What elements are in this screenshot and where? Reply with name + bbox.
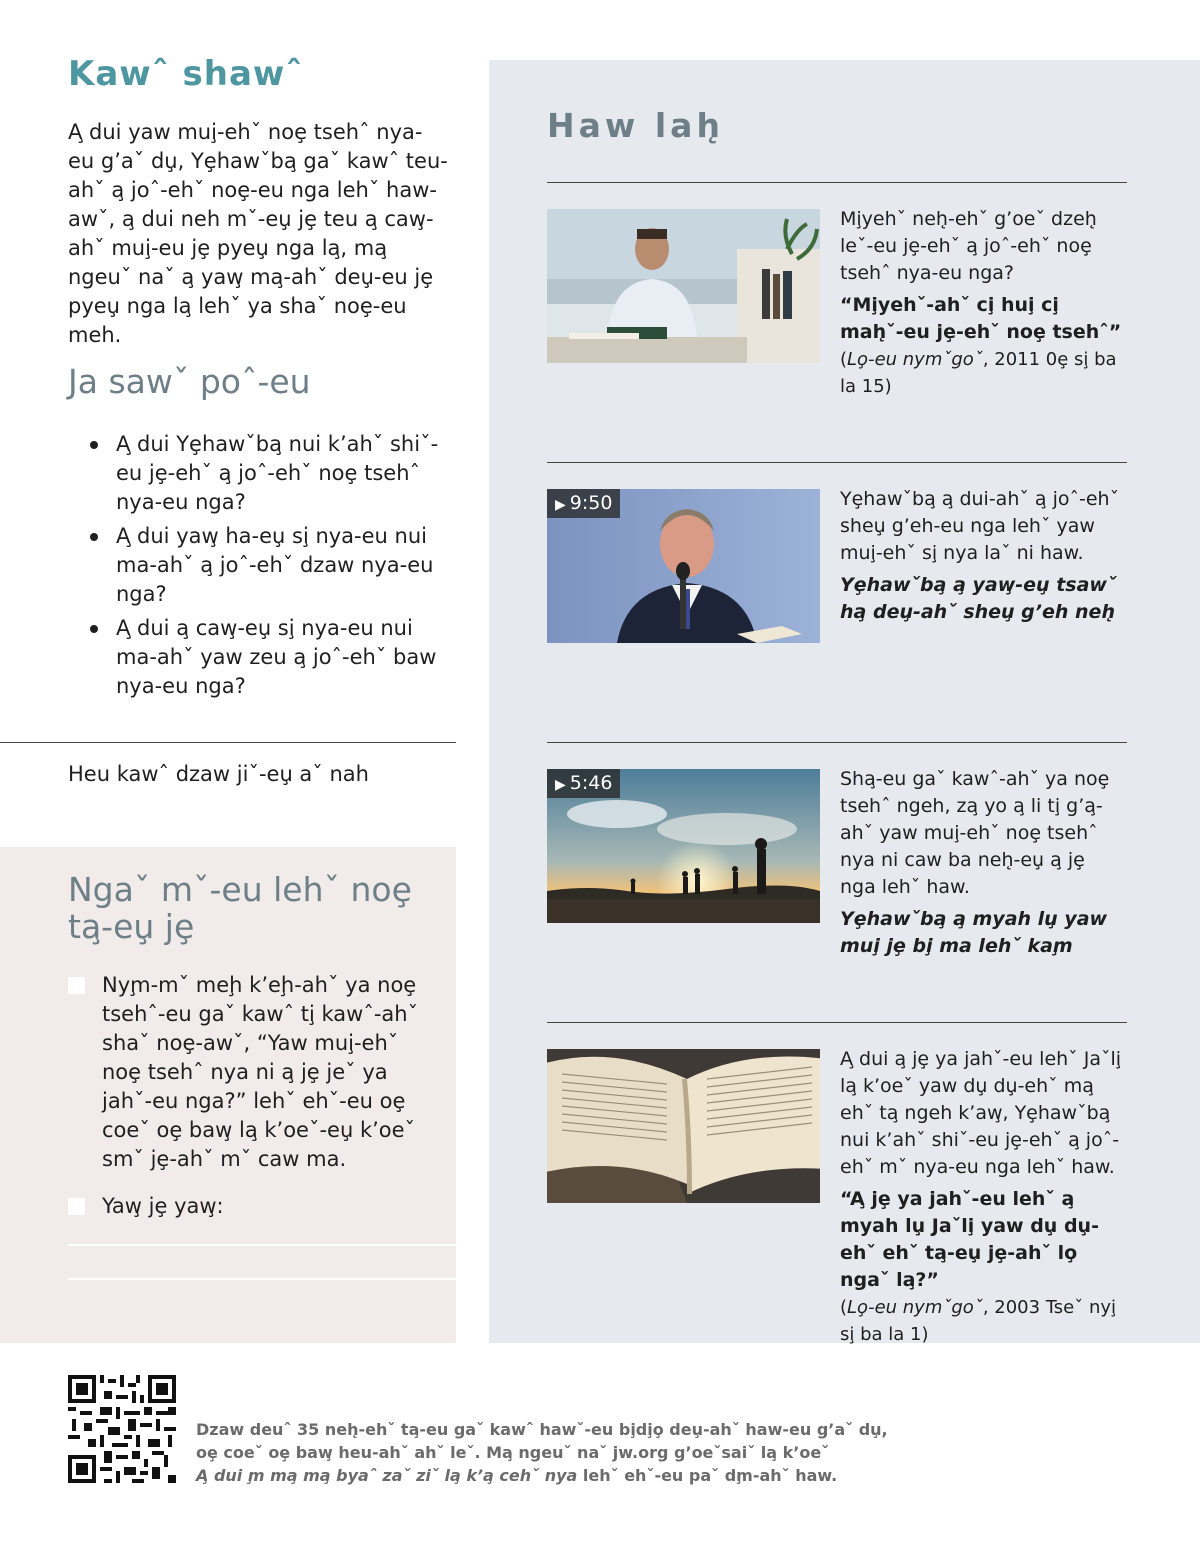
goal-title: Ngaˇ mˇ-eu lehˇ noȩ ta̧-eu̧ jȩ — [68, 870, 412, 946]
citation-publication: Lo̧-eu nymˇgoˇ — [847, 1297, 983, 1318]
resource-card — [840, 1046, 1125, 1348]
resource-card — [840, 486, 1125, 626]
review-item — [90, 614, 456, 701]
resource-question: Yȩhawˇba̧ a̧ dui-ahˇ a̧ joˆ-ehˇ sheu̧ g’eh-eu nga lehˇ yaw mui̧-ehˇ si̧ nya laˇ ni haw. — [840, 488, 1120, 564]
resource-link[interactable]: “A̧ jȩ ya jahˇ-eu lehˇ a̧ myah lu̧ Jaˇli̧ yaw du̧ du̧-ehˇ ehˇ ta̧-eu̧ jȩ-ahˇ lo̧ ngaˇ la̧?” — [840, 1188, 1099, 1291]
thumbnail-open-bible[interactable] — [547, 1049, 820, 1203]
review-title: Ja sawˇ poˆ-eu — [68, 362, 311, 401]
checkbox-icon[interactable] — [68, 977, 85, 994]
divider — [547, 182, 1127, 183]
divider — [547, 462, 1127, 463]
goal-item[interactable] — [68, 1192, 438, 1221]
goal-item-text: Yaw̧ jȩ yaw̧: — [102, 1194, 224, 1218]
resource-card — [840, 766, 1125, 960]
review-list — [90, 430, 456, 706]
resource-link-block — [840, 1186, 1125, 1348]
writing-line[interactable] — [68, 1278, 456, 1280]
divider — [547, 1022, 1127, 1023]
video-duration: 9:50 — [569, 492, 613, 514]
qr-code-icon[interactable] — [68, 1375, 176, 1483]
divider — [547, 742, 1127, 743]
bullet-icon — [90, 441, 98, 449]
footer-line — [196, 1464, 1156, 1487]
bullet-icon — [90, 533, 98, 541]
footer-text — [196, 1418, 1156, 1487]
citation-details: , 2011 0ȩ si̧ ba la 15) — [840, 349, 1117, 397]
summary-text: A̧ dui yaw mui̧-ehˇ noȩ tsehˆ nya-eu g’aˇ du̧, Yȩhawˇba̧ gaˇ kawˆ teu-ahˇ a̧ joˆ-ehˇ noȩ-eu nga lehˇ haw-awˇ, a̧ dui neh mˇ-eu̧ jȩ teu a̧ caw̧-ahˇ mui̧-eu jȩ pyeu̧ nga la̧, ma̧ ngeuˇ naˇ a̧ yaw̧ ma̧-ahˇ deu̧-eu jȩ pyeu̧ nga la̧ lehˇ ya shaˇ noȩ-eu meh. — [68, 120, 448, 347]
divider — [0, 742, 456, 743]
resource-question: A̧ dui a̧ jȩ ya jahˇ-eu lehˇ Jaˇli̧ la̧ k’oeˇ yaw du̧ du̧-ehˇ ma̧ ehˇ ta̧ ngeh k’aw̧, Yȩhawˇba̧ nui k’ahˇ shiˇ-eu jȩ-ehˇ a̧ joˆ-ehˇ mˇ nya-eu nga lehˇ haw. — [840, 1048, 1122, 1178]
resource-link[interactable]: Yȩhawˇba̧ a̧ yaw̧-eu̧ tsawˇ ha̧ deu̧-ahˇ sheu̧ g’eh neh̨ — [840, 574, 1117, 623]
citation-details: , 2003 Tseˇ nyi̧ si̧ ba la 1) — [840, 1297, 1117, 1345]
explore-panel — [489, 60, 1200, 1343]
play-icon: ▶ — [555, 497, 566, 513]
review-item — [90, 522, 456, 609]
man-studying-image — [547, 209, 820, 363]
checkbox-icon[interactable] — [68, 1198, 85, 1215]
play-icon: ▶ — [555, 777, 566, 793]
review-item-text: A̧ dui yaw̧ ha-eu̧ si̧ nya-eu nui ma-ahˇ a̧ joˆ-ehˇ dzaw nya-eu nga? — [116, 524, 434, 606]
bullet-icon — [90, 625, 98, 633]
resource-link[interactable]: “Mi̧yehˇ-ahˇ ci̧ hui̧ ci̧ mah̨ˇ-eu jȩ-ehˇ noȩ tsehˆ” — [840, 294, 1122, 343]
resource-card — [840, 206, 1125, 400]
footer-publication-title[interactable]: A̧ dui m̧ ma̧ ma̧ byaˆ zaˇ ziˇ la̧ k’a̧ cehˇ nya — [196, 1466, 578, 1485]
resource-citation: (Lo̧-eu nymˇgoˇ, 2011 0ȩ si̧ ba la 15) — [840, 349, 1117, 397]
date-completed-label: Heu kawˆ dzaw jiˇ-eu̧ aˇ nah — [68, 762, 369, 786]
resource-question: Mi̧yehˇ neh̨-ehˇ g’oeˇ dzeh̨ leˇ-eu jȩ-ehˇ a̧ joˆ-ehˇ noȩ tsehˆ nya-eu nga? — [840, 208, 1097, 284]
goal-item[interactable] — [68, 971, 438, 1174]
footer-line: oȩ coeˇ oȩ baw̧ heu-ahˇ ahˇ leˇ. Ma̧ ngeuˇ naˇ jw.org g’oeˇsaiˇ la̧ k’oeˇ — [196, 1443, 830, 1462]
review-item — [90, 430, 456, 517]
video-thumbnail-sunset[interactable] — [547, 769, 820, 923]
resource-link-block — [840, 292, 1125, 400]
resource-citation: (Lo̧-eu nymˇgoˇ, 2003 Tseˇ nyi̧ si̧ ba la 1) — [840, 1297, 1117, 1345]
resource-question: Sha̧-eu gaˇ kawˆ-ahˇ ya noȩ tsehˆ ngeh, za̧ yo a̧ li ti̧ g’a̧-ahˇ yaw mui̧-ehˇ noȩ tsehˆ nya ni caw ba neh̨-eu̧ a̧ jȩ nga lehˇ haw. — [840, 768, 1110, 898]
review-item-text: A̧ dui a̧ caw̧-eu̧ si̧ nya-eu nui ma-ahˇ yaw zeu a̧ joˆ-ehˇ baw nya-eu nga? — [116, 616, 437, 698]
open-bible-image — [547, 1049, 820, 1203]
video-duration-badge — [547, 489, 620, 518]
resource-link[interactable]: Yȩhawˇba̧ a̧ myah lu̧ yaw mui̧ jȩ bi̧ ma lehˇ kam̧ — [840, 908, 1108, 957]
video-thumbnail-speaker[interactable] — [547, 489, 820, 643]
explore-title: Haw lah̨ — [547, 106, 724, 145]
thumbnail-man-studying[interactable] — [547, 209, 820, 363]
summary-title: Kawˆ shawˆ — [68, 54, 304, 94]
video-duration: 5:46 — [569, 772, 613, 794]
citation-publication: Lo̧-eu nymˇgoˇ — [847, 349, 983, 370]
footer-line-rest: lehˇ ehˇ-eu paˇ dm̧-ahˇ haw. — [577, 1466, 838, 1485]
writing-line[interactable] — [68, 1244, 456, 1246]
goal-item-text: Nym̧-mˇ meḩ k’eḩ-ahˇ ya noȩ tsehˆ-eu gaˇ kawˆ ti̧ kawˆ-ahˇ shaˇ noȩ-awˇ, “Yaw mui̧-ehˇ noȩ tsehˆ nya ni a̧ jȩ jeˇ ya jahˇ-eu nga?” lehˇ ehˇ-eu oȩ coeˇ oȩ baw̧ la̧ k’oeˇ-eu̧ k’oeˇ smˇ jȩ-ahˇ mˇ caw ma. — [102, 973, 419, 1171]
footer-line: Dzaw deuˆ 35 neh̨-ehˇ ta̧-eu gaˇ kawˆ hawˇ-eu bi̧di̧o̧ deu̧-ahˇ haw-eu g’aˇ du̧, — [196, 1420, 888, 1439]
review-item-text: A̧ dui Yȩhawˇba̧ nui k’ahˇ shiˇ-eu jȩ-ehˇ a̧ joˆ-ehˇ noȩ tsehˆ nya-eu nga? — [116, 432, 439, 514]
video-duration-badge — [547, 769, 620, 798]
goal-box — [0, 847, 456, 1343]
